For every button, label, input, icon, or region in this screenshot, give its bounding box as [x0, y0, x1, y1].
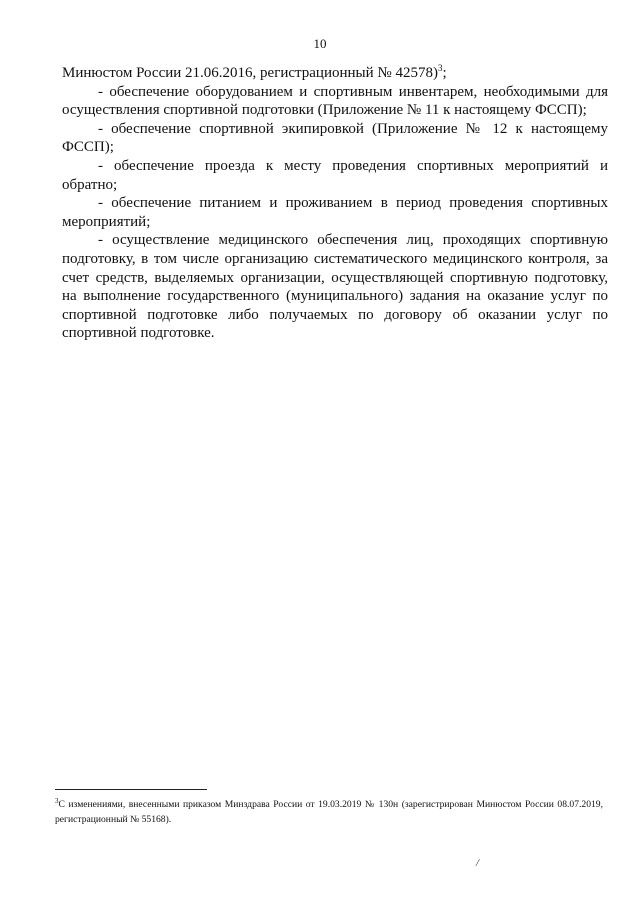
page-mark: / [476, 857, 480, 869]
footnote [55, 797, 603, 827]
footnote-text: С изменениями, внесенными приказом Минздрава России от 19.03.2019 № 130н (зарегистрирован Минюстом России 08.07.2019, регистрационный № 55168). [55, 799, 603, 825]
list-item-medical: - осуществление медицинского обеспечения лиц, проходящих спортивную подготовку, в том числе организацию систематического медицинского контроля, за счет средств, выделяемых организации, осуществляющей спортивную подготовку, на выполнение государственного (муниципального) задания на оказание услуг по спортивной подготовке либо получаемых по договору об оказании услуг по спортивной подготовке. [62, 232, 608, 342]
list-item-gear: - обеспечение спортивной экипировкой (Приложение № 12 к настоящему ФССП); [62, 120, 608, 156]
list-item-travel: - обеспечение проезда к месту проведения спортивных мероприятий и обратно; [62, 157, 608, 193]
continuation-text: Минюстом России 21.06.2016, регистрационный № 42578) [62, 65, 438, 81]
list-item-food-lodging: - обеспечение питанием и проживанием в период проведения спортивных мероприятий; [62, 195, 608, 230]
body-text [62, 64, 608, 343]
continuation-punctuation: ; [442, 65, 447, 81]
list-item-equipment: - обеспечение оборудованием и спортивным инвентарем, необходимыми для осуществления спортивной подготовки (Приложение № 11 к настоящему ФССП); [62, 83, 608, 119]
footnote-reference: 3 [437, 63, 443, 73]
footnote-marker: 3 [55, 796, 59, 805]
page-number: 10 [313, 36, 327, 51]
footnote-separator [55, 789, 207, 790]
continuation-line [62, 64, 608, 83]
